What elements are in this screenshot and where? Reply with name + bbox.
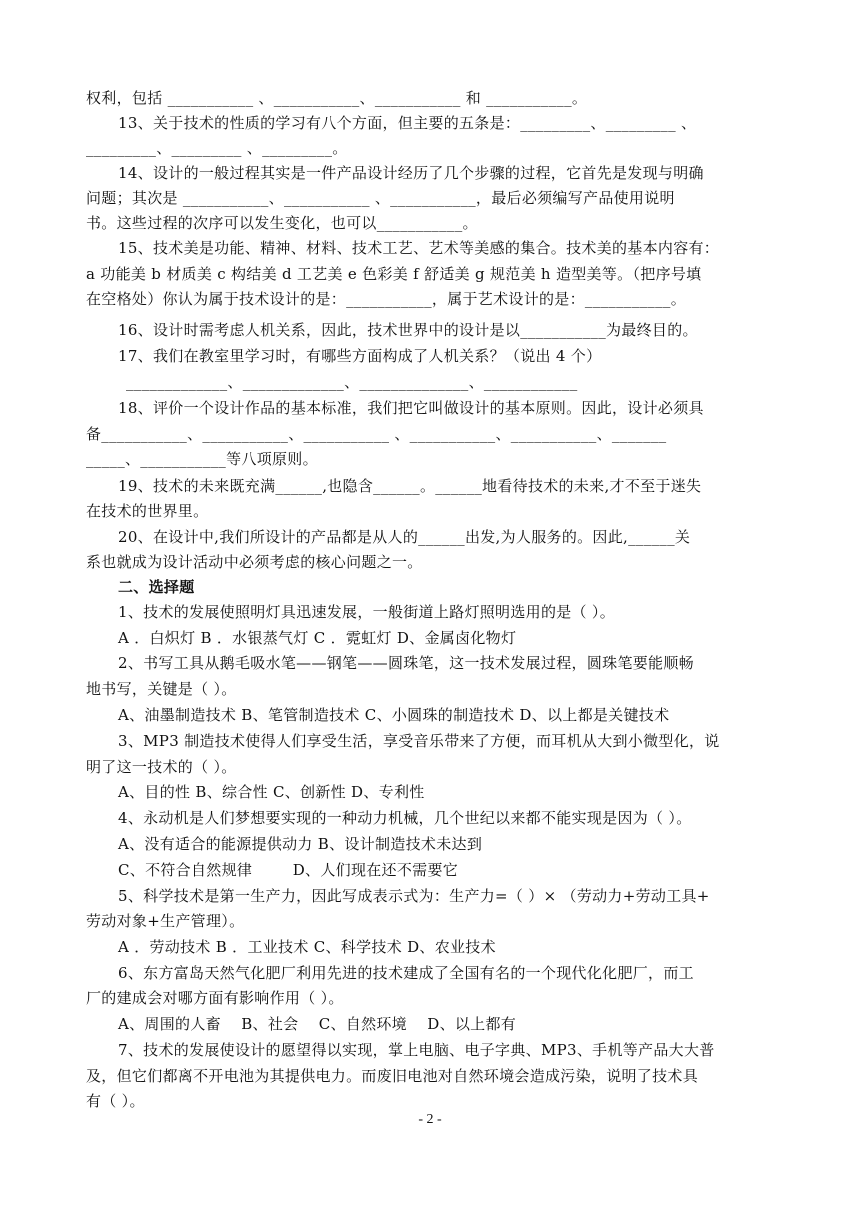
text-line: 6、东方富岛天然气化肥厂利用先进的技术建成了全国有名的一个现代化化肥厂，而工 xyxy=(118,964,694,982)
text-line: 在技术的世界里。 xyxy=(86,502,209,520)
text-line: 问题；其次是 ___________、___________ 、___________，最后必须编写产品使用说明 xyxy=(86,189,675,207)
text-line: 劳动对象+生产管理）。 xyxy=(86,912,245,930)
text-line: A ．白炽灯 B ．水银蒸气灯 C ．霓虹灯 D、金属卤化物灯 xyxy=(118,629,517,647)
text-line: 19、技术的未来既充满______,也隐含______。______地看待技术的未来,才不至于迷失 xyxy=(118,477,702,495)
text-line: 及，但它们都离不开电池为其提供电力。而废旧电池对自然环境会造成污染，说明了技术具 xyxy=(86,1067,699,1085)
text-line: A、目的性 B、综合性 C、创新性 D、专利性 xyxy=(118,783,425,801)
text-line: 有（ ）。 xyxy=(86,1092,145,1110)
text-line: C、不符合自然规律 D、人们现在还不需要它 xyxy=(118,861,459,879)
page-number: - 2 - xyxy=(418,1112,442,1127)
text-line: _________、_________ 、_________。 xyxy=(86,139,348,157)
text-line: _____________、_____________、______________、____________ xyxy=(126,373,578,391)
text-line: 明了这一技术的（ ）。 xyxy=(86,758,237,776)
text-line: A、没有适合的能源提供动力 B、设计制造技术未达到 xyxy=(118,835,483,853)
text-line: 16、设计时需考虑人机关系，因此，技术世界中的设计是以___________为最终目的。 xyxy=(118,321,698,339)
text-line: 系也就成为设计活动中必须考虑的核心问题之一。 xyxy=(86,553,423,571)
text-line: 14、设计的一般过程其实是一件产品设计经历了几个步骤的过程，它首先是发现与明确 xyxy=(118,164,704,182)
text-line: 13、关于技术的性质的学习有八个方面，但主要的五条是：_________、_________ 、 xyxy=(118,114,697,132)
text-line: A ．劳动技术 B ．工业技术 C、科学技术 D、农业技术 xyxy=(118,938,496,956)
text-line: a 功能美 b 材质美 c 构结美 d 工艺美 e 色彩美 f 舒适美 g 规范美 h 造型美等。（把序号填 xyxy=(86,265,702,283)
text-line: 地书写，关键是（ ）。 xyxy=(86,680,237,698)
text-line: 厂的建成会对哪方面有影响作用（ ）。 xyxy=(86,989,344,1007)
text-line: 5、科学技术是第一生产力，因此写成表示式为：生产力=（ ）× （劳动力+劳动工具+ xyxy=(118,887,710,905)
text-line: 15、技术美是功能、精神、材料、技术工艺、艺术等美感的集合。技术美的基本内容有： xyxy=(118,239,720,257)
text-line: 3、MP3 制造技术使得人们享受生活，享受音乐带来了方便，而耳机从大到小微型化，说 xyxy=(118,732,720,750)
section-heading: 二、选择题 xyxy=(118,578,195,596)
text-line: A、油墨制造技术 B、笔管制造技术 C、小圆珠的制造技术 D、以上都是关键技术 xyxy=(118,706,670,724)
text-line: 17、我们在教室里学习时，有哪些方面构成了人机关系？（说出 4 个） xyxy=(118,347,602,365)
text-line: 书。这些过程的次序可以发生变化，也可以___________。 xyxy=(86,214,478,232)
text-line: 权利，包括 ___________ 、___________、___________ 和 ___________。 xyxy=(86,89,588,107)
text-line: 在空格处）你认为属于技术设计的是：___________，属于艺术设计的是：___________。 xyxy=(86,290,687,308)
text-line: 2、书写工具从鹅毛吸水笔——钢笔——圆珠笔，这一技术发展过程，圆珠笔要能顺畅 xyxy=(118,654,694,672)
text-line: 1、技术的发展使照明灯具迅速发展，一般街道上路灯照明选用的是（ ）。 xyxy=(118,603,616,621)
text-line: 20、在设计中,我们所设计的产品都是从人的______出发,为人服务的。因此,______关 xyxy=(118,528,691,546)
text-line: 7、技术的发展使设计的愿望得以实现，掌上电脑、电子字典、MP3、手机等产品大大普 xyxy=(118,1041,715,1059)
text-line: _____、___________等八项原则。 xyxy=(86,450,318,468)
text-line: A、周围的人畜 B、社会 C、自然环境 D、以上都有 xyxy=(118,1015,517,1033)
text-line: 备___________、___________、___________ 、___________、___________、_______ xyxy=(86,425,667,443)
text-line: 18、评价一个设计作品的基本标准，我们把它叫做设计的基本原则。因此，设计必须具 xyxy=(118,399,704,417)
text-line: 4、永动机是人们梦想要实现的一种动力机械，几个世纪以来都不能实现是因为（ ）。 xyxy=(118,809,692,827)
